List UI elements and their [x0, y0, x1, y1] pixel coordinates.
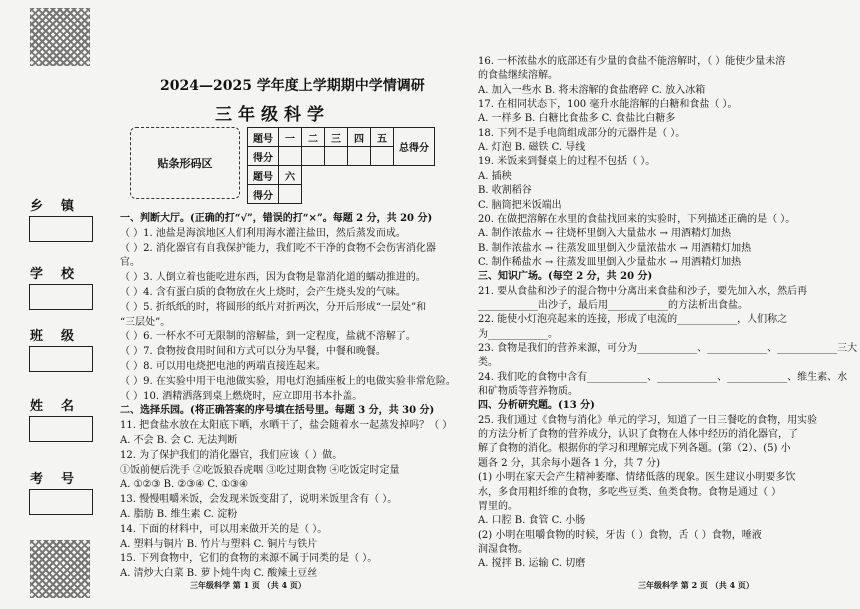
- section-heading: 三、知识广场。(每空 2 分，共 20 分): [478, 271, 653, 283]
- score-row-2: [248, 185, 435, 204]
- score-cell-total: 总得分: [394, 128, 435, 166]
- question-line: （ ）2. 消化器官有自我保护能力，我们吃不干净的食物不会伤害消化器: [120, 242, 436, 254]
- score-blank[interactable]: [348, 147, 371, 166]
- section-heading: 四、分析研究题。(13 分): [478, 400, 595, 412]
- question-line: A. 脂肪 B. 维生素 C. 淀粉: [120, 509, 238, 520]
- question-line: （ ）4. 含有蛋白质的食物放在火上烧时，会产生烧头发的气味。: [120, 287, 406, 298]
- question-line: 25. 我们通过《食物与消化》单元的学习，知道了一日三餐吃的食物，用实验: [478, 414, 818, 426]
- score-blank[interactable]: [325, 147, 348, 166]
- score-cell: 得分: [248, 147, 279, 166]
- question-line: 水，多食用粗纤维的食物，多吃些豆类、鱼类食物。食物是通过（ ）: [478, 486, 782, 498]
- field-exam-number-box[interactable]: [29, 489, 93, 515]
- field-exam-number: [26, 468, 96, 515]
- question-line: （ ）8. 可以用电烧把电池的两端直接连起来。: [120, 361, 326, 372]
- question-line: 解了食物的消化。根据你的学习和理解完成下列各题。(第（2）、(5) 小: [478, 443, 791, 455]
- score-row-header-1: [248, 128, 435, 147]
- question-line: 14. 下面的材料中，可以用来做开关的是（ ）。: [120, 523, 328, 535]
- question-line: 16. 一杯浓盐水的底部还有少量的食盐不能溶解时，（ ）能使少量未溶: [478, 56, 786, 67]
- question-line: (1) 小明在家天会产生精神萎靡、情绪低落的现象。医生建议小明要多饮: [478, 472, 796, 484]
- question-line: （ ）7. 食物按食用时间和方式可以分为早餐，中餐和晚餐。: [120, 346, 386, 358]
- score-table: [247, 127, 435, 204]
- score-empty: [302, 185, 435, 204]
- question-line: 11. 把食盐水放在太阳底下晒，水晒干了，盐会随着水一起蒸发掉吗？（ ）: [120, 420, 453, 432]
- page-1-footer: 三年级科学 第 1 页 （共 4 页）: [190, 580, 306, 590]
- question-line: 15. 下列食物中，它们的食物的来源不属于同类的是（ ）。: [120, 553, 378, 565]
- question-line: （ ）3. 人倒立着也能吃进东西，因为食物是靠消化道的蠕动推进的。: [120, 272, 426, 284]
- score-blank[interactable]: [279, 147, 302, 166]
- score-cell: 得分: [248, 185, 279, 204]
- score-cell: 一: [279, 128, 302, 147]
- field-town: [26, 195, 96, 242]
- checker-pattern-top: [30, 8, 90, 66]
- question-line: A. 搅拌 B. 运输 C. 切磨: [478, 558, 586, 570]
- score-blank[interactable]: [302, 147, 325, 166]
- question-line: 润湿食物。: [478, 543, 528, 555]
- question-line: A. 塑料与铜片 B. 竹片与塑料 C. 铜片与铁片: [120, 538, 318, 550]
- question-line: A. 制作浓盐水 → 往烧杯里倒入大量盐水 → 用酒精灯加热: [478, 228, 732, 240]
- section-heading: 一、判断大厅。(正确的打“√”，错误的打“×”。每题 2 分，共 20 分): [120, 213, 433, 224]
- field-name: [26, 395, 96, 442]
- question-line: 18. 下列不是手电筒组成部分的元器件是（ ）。: [478, 127, 686, 139]
- checker-pattern-bottom: [30, 540, 90, 598]
- question-line: 类。: [478, 357, 498, 369]
- question-line: 24. 我们吃的食物中含有____________、____________、____________、维生素、水: [478, 371, 848, 383]
- question-line: 23. 食物是我们的营养来源，可分为____________、____________、____________三大: [478, 343, 858, 354]
- question-line: C. 脑筒把米饭端出: [478, 199, 562, 211]
- question-line: 的食盐继续溶解。: [478, 70, 558, 82]
- question-line: A. 清炒大白菜 B. 萝卜炖牛肉 C. 酸辣土豆丝: [120, 568, 318, 580]
- field-class-label: 班级: [29, 329, 92, 344]
- score-empty: [302, 166, 435, 185]
- question-line: A. 插秧: [478, 170, 512, 182]
- field-name-label: 姓名: [29, 399, 92, 414]
- question-line: 21. 要从食盐和沙子的混合物中分离出来食盐和沙子，要先加入水，然后再: [478, 285, 808, 297]
- question-line: B. 收割稻谷: [478, 185, 532, 197]
- question-line: (2) 小明在咀嚼食物的时候，牙齿（ ）食物，舌（ ）食物，唾液: [478, 529, 762, 541]
- question-line: 20. 在做把溶解在水里的食盐找回来的实验时，下列描述正确的是（ ）。: [478, 213, 796, 225]
- question-line: 17. 在相同状态下，100 毫升水能溶解的白糖和食盐（ ）。: [478, 99, 738, 111]
- question-line: ①饭前便后洗手 ②吃饭狼吞虎咽 ③吃过期食物 ④吃饭定时定量: [120, 464, 400, 476]
- question-line: A. 加入一些水 B. 将未溶解的食盐磨碎 C. 放入冰箱: [478, 84, 706, 96]
- exam-subject: 三年级科学: [215, 105, 330, 125]
- field-class: [26, 325, 96, 372]
- question-line: C. 制作稀盐水 → 往蒸发皿里倒入少量盐水 → 用酒精灯加热: [478, 256, 742, 268]
- field-school: [26, 263, 96, 310]
- page-2: [478, 0, 858, 609]
- barcode-label: 贴条形码区: [157, 157, 213, 170]
- question-line: （ ）1. 池盐是海滨地区人们利用海水灌注盐田，然后蒸发而成。: [120, 227, 406, 239]
- question-line: 22. 能使小灯泡亮起来的连接，形成了电流的____________，人们称之: [478, 314, 788, 326]
- field-town-box[interactable]: [29, 216, 93, 242]
- question-line: “三层处”。: [120, 316, 171, 328]
- question-line: （ ）9. 在实验中用干电池做实验，用电灯泡插座板上的电做实验非常危险。: [120, 375, 456, 387]
- field-name-box[interactable]: [29, 416, 93, 442]
- field-school-label: 学校: [29, 267, 92, 282]
- question-line: A. 灯泡 B. 磁铁 C. 导线: [478, 142, 586, 154]
- section-heading: 二、选择乐园。(将正确答案的序号填在括号里。每题 3 分，共 30 分): [120, 405, 435, 417]
- question-line: B. 制作浓盐水 → 往蒸发皿里倒入少量浓盐水 → 用酒精灯加热: [478, 242, 752, 254]
- question-line: ____________出沙子，最后用____________的方法析出食盐。: [478, 299, 748, 311]
- field-town-label: 乡镇: [29, 199, 92, 214]
- score-cell: 六: [279, 166, 302, 185]
- score-cell: 题号: [248, 166, 279, 185]
- question-line: 12. 为了保护我们的消化器官，我们应该（ ）做。: [120, 449, 343, 461]
- question-line: 官。: [120, 257, 140, 269]
- score-blank[interactable]: [371, 147, 394, 166]
- exam-title: 2024—2025 学年度上学期期中学情调研: [160, 78, 425, 94]
- question-line: （ ）6. 一杯水不可无限制的溶解盐，到一定程度，盐就不溶解了。: [120, 331, 416, 343]
- binding-margin: [0, 0, 118, 609]
- question-line: A. ①②③ B. ②③④ C. ①③④: [120, 479, 248, 491]
- question-line: 19. 米饭来到餐桌上的过程不包括（ ）。: [478, 156, 656, 168]
- score-cell: 四: [348, 128, 371, 147]
- score-cell: 二: [302, 128, 325, 147]
- question-line: 的方法分析了食物的营养成分，认识了食物在人体中经历的消化器官，了: [478, 429, 798, 441]
- page-2-footer: 三年级科学 第 2 页 （共 4 页）: [638, 580, 754, 590]
- question-line: （ ）10. 酒精洒落到桌上燃烧时，应立即用书本扑盖。: [120, 390, 363, 402]
- field-exam-number-label: 考号: [29, 472, 92, 487]
- question-line: （ ）5. 折纸纸的时，将圆形的纸片对折两次，分开后形成“一层处”和: [120, 301, 427, 313]
- question-line: A. 一样多 B. 白糖比食盐多 C. 食盐比白糖多: [478, 113, 676, 125]
- score-cell: 题号: [248, 128, 279, 147]
- question-line: 13. 慢慢咀嚼米饭，会发现米饭变甜了，说明米饭里含有（ ）。: [120, 494, 398, 506]
- question-line: 和矿物质等营养物质。: [478, 386, 578, 398]
- question-line: A. 不会 B. 会 C. 无法判断: [120, 435, 238, 446]
- score-blank[interactable]: [279, 185, 302, 204]
- question-line: 题各 2 分，其余每小题各 1 分，共 7 分): [478, 457, 661, 469]
- barcode-area: [130, 127, 240, 199]
- page-1: [120, 0, 475, 609]
- score-cell: 三: [325, 128, 348, 147]
- score-cell: 五: [371, 128, 394, 147]
- question-line: A. 口腔 B. 食管 C. 小肠: [478, 515, 586, 527]
- field-class-box[interactable]: [29, 346, 93, 372]
- score-row-header-2: [248, 166, 435, 185]
- field-school-box[interactable]: [29, 284, 93, 310]
- question-line: 胃里的。: [478, 500, 518, 512]
- question-line: 为____________。: [478, 328, 558, 340]
